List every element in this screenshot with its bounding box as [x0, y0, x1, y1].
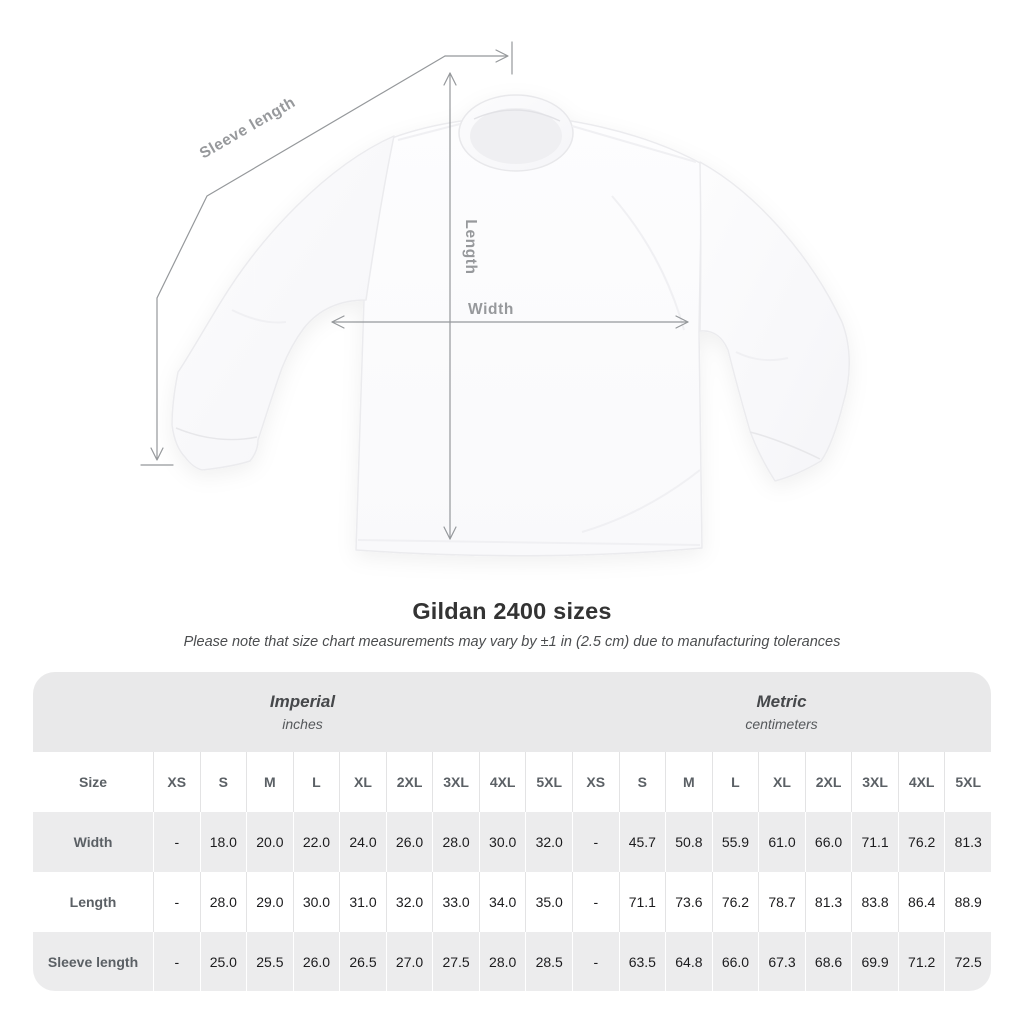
value-cell: 81.3: [805, 872, 852, 932]
sleeve-length-label: Sleeve length: [196, 93, 299, 163]
size-header-cell: S: [619, 752, 666, 812]
size-header-cell: 2XL: [805, 752, 852, 812]
value-cell: 81.3: [944, 812, 991, 872]
size-header-cell: 3XL: [851, 752, 898, 812]
value-cell: 55.9: [712, 812, 759, 872]
value-cell: 28.0: [432, 812, 479, 872]
value-cell: 78.7: [758, 872, 805, 932]
unit-group-name: Metric: [756, 692, 807, 711]
value-cell: 31.0: [339, 872, 386, 932]
value-cell: 28.0: [200, 872, 247, 932]
value-cell: 86.4: [898, 872, 945, 932]
value-cell: 66.0: [805, 812, 852, 872]
value-cell: 26.0: [386, 812, 433, 872]
value-cell: 66.0: [712, 932, 759, 991]
size-header-cell: 3XL: [432, 752, 479, 812]
value-cell: -: [153, 812, 200, 872]
unit-group-unit: inches: [282, 716, 323, 732]
page-title: Gildan 2400 sizes: [412, 598, 612, 624]
unit-group-header: [33, 672, 572, 752]
value-cell: -: [153, 932, 200, 991]
value-cell: 72.5: [944, 932, 991, 991]
value-cell: 61.0: [758, 812, 805, 872]
value-cell: 71.1: [851, 812, 898, 872]
size-header-cell: XS: [572, 752, 619, 812]
size-header-cell: S: [200, 752, 247, 812]
value-cell: 63.5: [619, 932, 666, 991]
value-cell: 30.0: [479, 812, 526, 872]
value-cell: 76.2: [712, 872, 759, 932]
unit-group-unit: centimeters: [745, 716, 818, 732]
size-header-cell: 5XL: [944, 752, 991, 812]
value-cell: 22.0: [293, 812, 340, 872]
size-header-cell: XL: [339, 752, 386, 812]
value-cell: 34.0: [479, 872, 526, 932]
size-header-cell: M: [246, 752, 293, 812]
size-header-cell: 2XL: [386, 752, 433, 812]
row-label: Length: [33, 872, 153, 932]
value-cell: -: [572, 872, 619, 932]
value-cell: 71.1: [619, 872, 666, 932]
value-cell: 69.9: [851, 932, 898, 991]
size-header-cell: L: [712, 752, 759, 812]
unit-group-header: [572, 672, 991, 752]
shirt-collar: [459, 95, 573, 171]
value-cell: 83.8: [851, 872, 898, 932]
size-col-header: Size: [33, 752, 153, 812]
value-cell: 24.0: [339, 812, 386, 872]
unit-group-name: Imperial: [269, 692, 336, 711]
size-header-cell: M: [665, 752, 712, 812]
size-header-cell: 5XL: [525, 752, 572, 812]
value-cell: 29.0: [246, 872, 293, 932]
length-label: Length: [462, 219, 479, 275]
shirt-body: [356, 116, 702, 556]
size-header-cell: 4XL: [898, 752, 945, 812]
value-cell: 67.3: [758, 932, 805, 991]
size-table: [33, 672, 991, 991]
value-cell: 64.8: [665, 932, 712, 991]
value-cell: 26.5: [339, 932, 386, 991]
value-cell: -: [572, 812, 619, 872]
width-label: Width: [468, 301, 514, 318]
value-cell: 32.0: [525, 812, 572, 872]
value-cell: 50.8: [665, 812, 712, 872]
value-cell: 76.2: [898, 812, 945, 872]
value-cell: 35.0: [525, 872, 572, 932]
value-cell: 28.5: [525, 932, 572, 991]
size-header-cell: XL: [758, 752, 805, 812]
value-cell: 27.0: [386, 932, 433, 991]
value-cell: 26.0: [293, 932, 340, 991]
value-cell: 25.0: [200, 932, 247, 991]
shirt-illustration: [172, 95, 849, 556]
value-cell: 20.0: [246, 812, 293, 872]
tolerance-note: Please note that size chart measurements may vary by ±1 in (2.5 cm) due to manufacturing tolerances: [183, 634, 841, 650]
value-cell: 73.6: [665, 872, 712, 932]
value-cell: 27.5: [432, 932, 479, 991]
size-header-cell: XS: [153, 752, 200, 812]
value-cell: 33.0: [432, 872, 479, 932]
value-cell: 45.7: [619, 812, 666, 872]
value-cell: 71.2: [898, 932, 945, 991]
value-cell: -: [572, 932, 619, 991]
value-cell: 30.0: [293, 872, 340, 932]
value-cell: -: [153, 872, 200, 932]
value-cell: 28.0: [479, 932, 526, 991]
row-label: Width: [33, 812, 153, 872]
value-cell: 68.6: [805, 932, 852, 991]
size-header-cell: L: [293, 752, 340, 812]
value-cell: 88.9: [944, 872, 991, 932]
row-label: Sleeve length: [33, 932, 153, 991]
value-cell: 32.0: [386, 872, 433, 932]
value-cell: 18.0: [200, 812, 247, 872]
shirt-right-sleeve: [700, 162, 849, 481]
size-header-cell: 4XL: [479, 752, 526, 812]
value-cell: 25.5: [246, 932, 293, 991]
